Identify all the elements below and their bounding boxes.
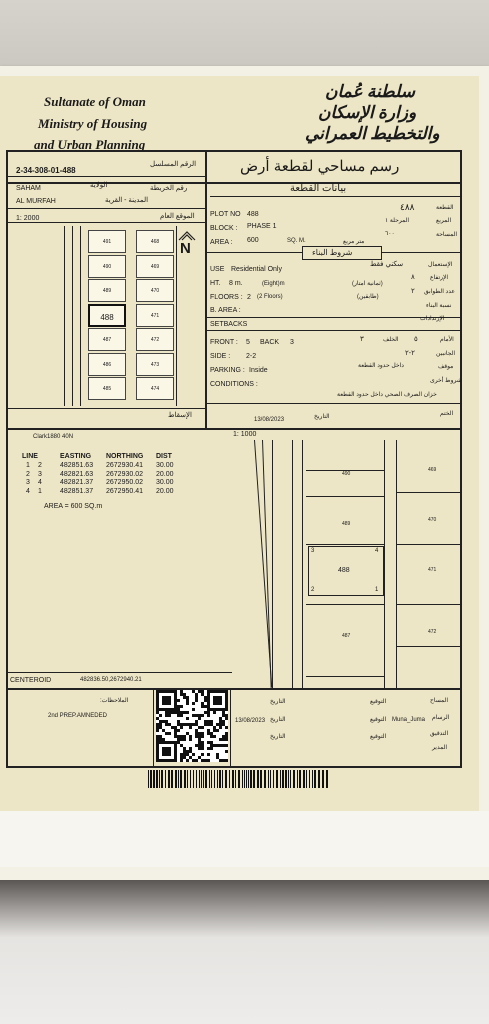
divider xyxy=(6,408,206,409)
setbacks-label: SETBACKS xyxy=(210,321,248,328)
front-label: FRONT : xyxy=(210,339,238,346)
parcel-line xyxy=(396,492,462,493)
col-northing: NORTHING xyxy=(106,453,144,460)
map-no-ar: رقم الخريطة xyxy=(150,185,188,192)
plot-no-ar-value: ٤٨٨ xyxy=(400,202,415,212)
parking-ar: داخل حدود القطعة xyxy=(358,363,404,369)
back-value: 3 xyxy=(290,339,294,346)
parcel-line xyxy=(396,646,462,647)
location-plot: 469 xyxy=(136,255,174,278)
conditions-ar-title: شروط البناء xyxy=(312,248,353,257)
coord-cell: 4 xyxy=(26,487,30,495)
back-label: BACK xyxy=(260,339,280,346)
road-line xyxy=(302,440,303,688)
map-plot-472: 472 xyxy=(428,629,437,635)
wilayat-ar: الولاية xyxy=(90,182,108,189)
map-plot-469: 469 xyxy=(428,467,437,473)
front-ar: ٥ xyxy=(414,336,418,343)
col-easting: EASTING xyxy=(60,453,92,460)
director-ar: المدير xyxy=(432,745,448,751)
survey-area: AREA = 600 SQ.m xyxy=(44,503,103,510)
divider xyxy=(206,403,460,404)
side-ar: ٢-٢ xyxy=(405,350,415,357)
coord-cell: 2672930.41 xyxy=(106,462,143,469)
divider xyxy=(6,222,206,223)
floors-ar-label: عدد الطوابق xyxy=(424,289,455,295)
stamp-ar-label: الختم xyxy=(440,411,454,417)
parcel-line xyxy=(306,604,384,605)
coord-cell: 3 xyxy=(38,470,42,478)
area-ar-label: المساحة xyxy=(436,232,458,238)
use-ar-label: الإستعمال xyxy=(428,262,453,268)
side-ar-label: الجانبين xyxy=(436,351,456,357)
col-dist: DIST xyxy=(156,453,172,460)
divider xyxy=(210,196,460,197)
document-margin xyxy=(0,811,489,867)
notes-value: 2nd PREP.AMNEDED xyxy=(48,713,107,719)
header-en-line2: Ministry of Housing xyxy=(38,116,148,131)
barea-label: B. AREA : xyxy=(210,307,241,314)
corner-1: 1 xyxy=(375,587,379,593)
parking-value: Inside xyxy=(249,367,268,374)
coord-cell: 1 xyxy=(38,487,42,495)
corner-3: 3 xyxy=(311,548,315,554)
footer-date-ar-3: التاريخ xyxy=(270,734,286,740)
survey-scale: 1: 1000 xyxy=(233,431,257,438)
conditions-ar-value: خزان الصرف الصحي داخل حدود القطعة xyxy=(337,392,437,398)
plot-data-title: بيانات القطعة xyxy=(290,183,347,194)
block-value: PHASE 1 xyxy=(247,223,277,230)
block-label: BLOCK : xyxy=(210,225,238,232)
location-plot: 472 xyxy=(136,328,174,351)
plot-no-ar-label: القطعة xyxy=(436,205,454,211)
checker-ar: التدقيق xyxy=(430,731,449,737)
location-plot: 486 xyxy=(88,353,126,376)
map-plot-489: 489 xyxy=(342,521,351,527)
plot-no-label: PLOT NO xyxy=(210,211,241,218)
coord-cell: 30.00 xyxy=(156,462,174,469)
map-plot-488: 488 xyxy=(338,567,350,574)
location-plot: 471 xyxy=(136,304,174,327)
coord-cell: 30.00 xyxy=(156,479,174,486)
use-label: USE xyxy=(210,266,225,273)
conditions-ar-label: شروط أخرى xyxy=(430,378,462,384)
centroid-label: CENTEROID xyxy=(10,677,52,684)
header-ar-line3: والتخطيط العمراني xyxy=(305,124,440,143)
location-plot: 490 xyxy=(88,255,126,278)
use-ar: سكني فقط xyxy=(370,261,404,268)
road-line xyxy=(64,226,65,406)
location-plot: 488 xyxy=(88,304,126,327)
floors-words: (2 Floors) xyxy=(257,294,283,300)
coord-cell: 4 xyxy=(38,479,42,486)
plot-date: 13/08/2023 xyxy=(254,417,285,423)
ht-value: 8 m. xyxy=(229,280,243,287)
barea-ar-label: نسبة البناء xyxy=(426,303,452,309)
location-plot: 489 xyxy=(88,279,126,302)
plot-date-ar-label: التاريخ xyxy=(314,414,330,420)
coord-cell: 2672950.02 xyxy=(106,479,143,486)
road-line xyxy=(272,440,273,688)
area-ar-value: ٦٠٠ xyxy=(385,231,395,237)
map-plot-490: 490 xyxy=(342,471,351,477)
doc-title: رسم مساحي لقطعة أرض xyxy=(240,158,400,175)
coord-cell: 1 xyxy=(26,462,30,469)
floors-ar-words: (طابقين) xyxy=(357,294,379,300)
coord-cell: 482821.37 xyxy=(60,479,94,486)
parcel-line xyxy=(396,544,462,545)
coord-cell: 482821.63 xyxy=(60,470,94,478)
ht-label: HT. xyxy=(210,280,221,287)
location-ar: الموقع العام xyxy=(160,213,195,220)
divider xyxy=(6,182,462,184)
ht-ar-label: الإرتفاع xyxy=(430,275,449,281)
footer-date-ar-1: التاريخ xyxy=(270,699,286,705)
divider xyxy=(206,330,460,331)
corner-2: 2 xyxy=(311,587,315,593)
parking-ar-label: موقف xyxy=(438,364,454,370)
centroid-value: 482836.50,2672940.21 xyxy=(80,677,142,683)
surveyor-ar: المساح xyxy=(430,698,449,704)
map-plot-470: 470 xyxy=(428,517,437,523)
col-line: LINE xyxy=(22,453,38,460)
coord-cell: 3 xyxy=(26,479,30,486)
area-value: 600 xyxy=(247,237,259,244)
coord-cell: 20.00 xyxy=(156,487,174,495)
road-line xyxy=(72,226,73,406)
barcode-icon xyxy=(148,770,330,788)
parcel-line xyxy=(396,440,397,688)
ht-ar-words: (ثمانية امتار) xyxy=(352,281,383,287)
parcel-line xyxy=(306,496,384,497)
footer-sign-ar-2: التوقيع xyxy=(370,717,387,723)
corner-4: 4 xyxy=(375,548,379,554)
village: AL MURFAH xyxy=(16,198,56,205)
block-ar-label: المربع xyxy=(436,218,452,224)
use-value: Residential Only xyxy=(231,266,282,273)
floors-label: FLOORS : xyxy=(210,294,243,301)
divider xyxy=(6,208,206,209)
block-ar-value: المرحلة ١ xyxy=(385,218,410,224)
area-ar-unit: متر مربع xyxy=(343,239,365,245)
setbacks-ar-label: الإرتدادات xyxy=(420,316,445,322)
footer-sign-ar-3: التوقيع xyxy=(370,734,387,740)
coord-cell: 2 xyxy=(38,462,42,469)
map-plot-471: 471 xyxy=(428,567,437,573)
map-plot-487: 487 xyxy=(342,633,351,639)
coord-cell: 482851.63 xyxy=(60,462,94,469)
qr-code-icon xyxy=(156,690,228,762)
header-ar-line2: وزارة الإسكان xyxy=(318,103,417,122)
notes-ar: الملاحظات: xyxy=(100,698,129,704)
floors-value: 2 xyxy=(247,294,251,301)
left-scale: 1: 2000 xyxy=(16,215,40,222)
footer-date-ar-2: التاريخ xyxy=(270,717,286,723)
divider xyxy=(153,688,154,768)
side-value: 2-2 xyxy=(246,353,257,360)
coord-cell: 482851.37 xyxy=(60,487,94,495)
north-label: N xyxy=(180,240,191,257)
front-value: 5 xyxy=(246,339,250,346)
location-plot: 473 xyxy=(136,353,174,376)
parcel-line xyxy=(384,440,385,688)
wilayat: SAHAM xyxy=(16,185,41,192)
header-en-line1: Sultanate of Oman xyxy=(44,94,146,109)
conditions-label: CONDITIONS : xyxy=(210,381,258,388)
village-ar: المدينة - القرية xyxy=(105,197,149,204)
location-plot: 487 xyxy=(88,328,126,351)
location-plot: 491 xyxy=(88,230,126,253)
location-plot: 485 xyxy=(88,377,126,400)
parcel-line xyxy=(396,604,462,605)
divider xyxy=(6,688,462,690)
back-ar-label: الخلف xyxy=(383,337,399,343)
survey-map xyxy=(232,440,462,688)
divider xyxy=(6,672,232,673)
header-ar-line1: سلطنة عُمان xyxy=(325,82,415,101)
area-unit: SQ. M. xyxy=(287,238,306,244)
area-label: AREA : xyxy=(210,239,233,246)
coord-cell: 2 xyxy=(26,470,30,478)
road-line xyxy=(176,226,177,406)
front-ar-label: الأمام xyxy=(440,337,454,343)
coord-cell: 2672950.41 xyxy=(106,487,143,495)
location-plot: 474 xyxy=(136,377,174,400)
ht-words: (Eight)m xyxy=(262,281,285,287)
parcel-line xyxy=(306,544,384,545)
road-line xyxy=(80,226,81,406)
survey-datum: Clark1880 40N xyxy=(33,434,74,440)
road-line xyxy=(292,440,293,688)
coord-cell: 20.00 xyxy=(156,470,174,478)
location-map xyxy=(44,226,194,406)
side-label: SIDE : xyxy=(210,353,231,360)
parcel-line xyxy=(306,676,384,677)
divider xyxy=(205,150,207,428)
divider xyxy=(230,688,231,768)
projection-ar: الإسقاط xyxy=(168,412,192,419)
floors-ar: ٢ xyxy=(411,288,415,295)
divider xyxy=(6,176,206,177)
serial-number: 2-34-308-01-488 xyxy=(16,166,76,175)
location-plot: 468 xyxy=(136,230,174,253)
back-ar: ٣ xyxy=(360,336,364,343)
ht-ar: ٨ xyxy=(411,274,415,281)
drafter-ar: الرسام xyxy=(432,715,450,721)
location-plot: 470 xyxy=(136,279,174,302)
coord-cell: 2672930.02 xyxy=(106,470,143,478)
footer-date: 13/08/2023 xyxy=(235,718,266,724)
plot-no: 488 xyxy=(247,211,259,218)
background-bottom xyxy=(0,880,489,1024)
serial-label-ar: الرقم المسلسل xyxy=(150,161,197,168)
drafter-name: Muna_Juma xyxy=(392,717,426,723)
footer-sign-ar-1: التوقيع xyxy=(370,699,387,705)
parking-label: PARKING : xyxy=(210,367,245,374)
header-en-line3: and Urban Planning xyxy=(34,137,146,152)
